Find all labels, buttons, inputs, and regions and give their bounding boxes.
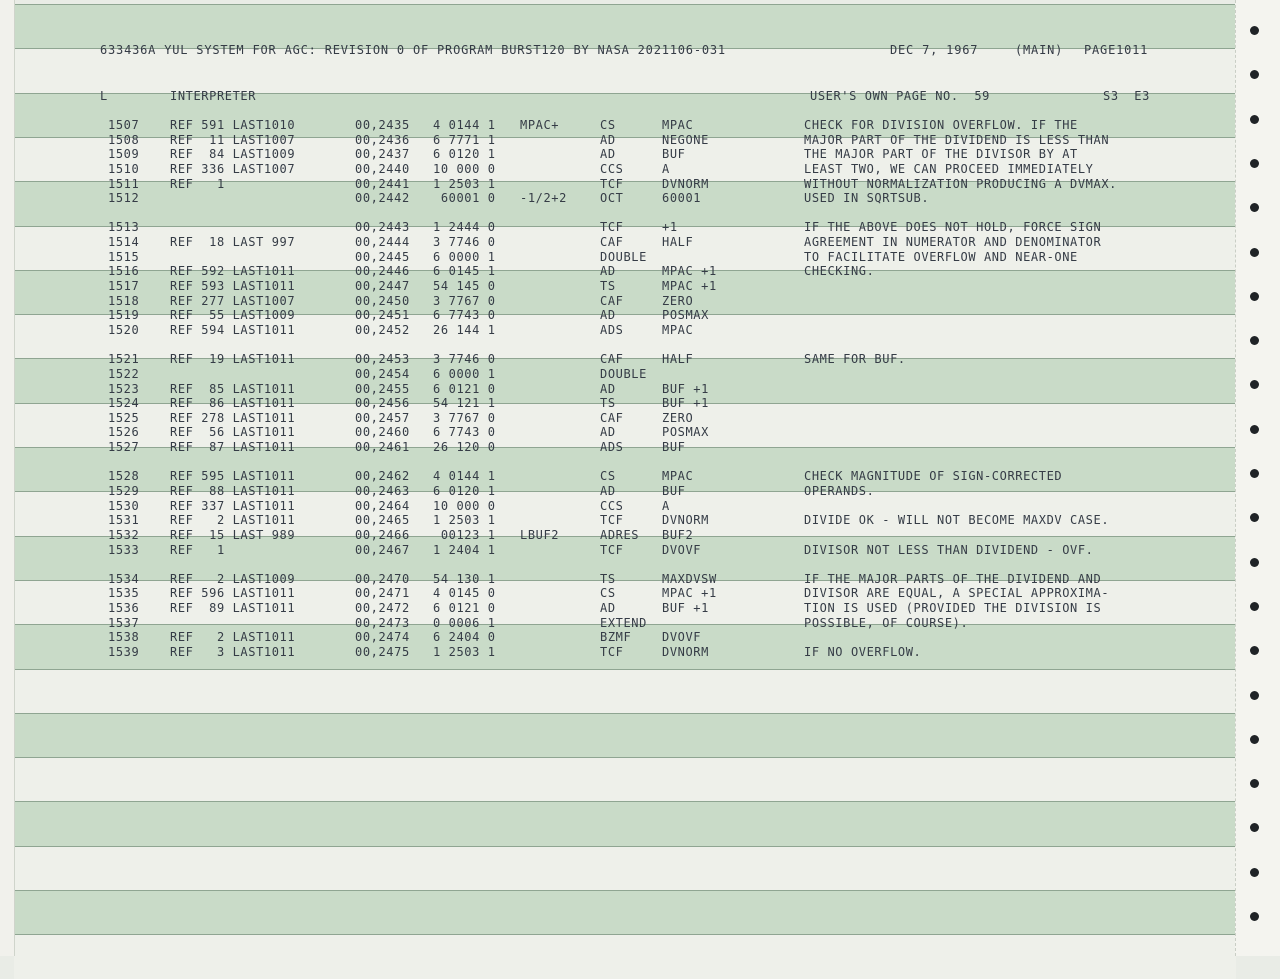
line-number: 1513 [108, 220, 140, 235]
line-number: 1521 [108, 352, 140, 367]
operand: MPAC [662, 322, 694, 337]
address: 00,2466 [355, 527, 410, 542]
opcode: DOUBLE [600, 366, 647, 381]
opcode: TS [600, 571, 616, 586]
ref-column: REF 278 LAST1011 [170, 410, 296, 425]
opcode: TCF [600, 542, 624, 557]
line-number: 1532 [108, 527, 140, 542]
opcode: CS [600, 118, 616, 132]
object-code: 1 2503 1 [433, 513, 496, 528]
opcode: CAF [600, 410, 624, 425]
paper-band [14, 846, 1236, 891]
object-code: 3 7767 0 [433, 293, 496, 308]
operand: BUF [662, 147, 686, 162]
comment: DIVIDE OK - WILL NOT BECOME MAXDV CASE. [804, 513, 1110, 528]
object-code: 3 7746 0 [433, 235, 496, 250]
object-code: 1 2503 1 [433, 176, 496, 191]
band-rule [14, 846, 1236, 847]
address: 00,2437 [355, 147, 410, 162]
operand: 60001 [662, 191, 702, 206]
opcode: BZMF [600, 630, 632, 645]
operand: HALF [662, 352, 694, 367]
listing-row [0, 367, 1240, 381]
line-number: 1516 [108, 264, 140, 279]
opcode: CAF [600, 235, 624, 250]
object-code: 1 2404 1 [433, 542, 496, 557]
ref-column: REF 85 LAST1011 [170, 381, 296, 396]
address: 00,2454 [355, 366, 410, 381]
ref-column: REF 87 LAST1011 [170, 440, 296, 455]
comment: POSSIBLE, OF COURSE). [804, 615, 969, 630]
header-title: 633436A YUL SYSTEM FOR AGC: REVISION 0 OF PROGRAM BURST120 BY NASA 2021106-031 [100, 43, 726, 57]
paper-band [14, 801, 1236, 846]
object-code: 4 0144 1 [433, 118, 496, 132]
operand: POSMAX [662, 425, 709, 440]
opcode: AD [600, 147, 616, 162]
ref-column: REF 89 LAST1011 [170, 601, 296, 616]
address: 00,2471 [355, 586, 410, 601]
comment: TION IS USED (PROVIDED THE DIVISION IS [804, 601, 1102, 616]
sprocket-hole [1250, 735, 1259, 744]
opcode: ADRES [600, 527, 640, 542]
listing-row [0, 147, 1240, 161]
address: 00,2444 [355, 235, 410, 250]
address: 00,2453 [355, 352, 410, 367]
line-number: 1530 [108, 498, 140, 513]
opcode: AD [600, 132, 616, 147]
line-number: 1539 [108, 645, 140, 660]
listing-row [0, 411, 1240, 425]
operand: A [662, 498, 670, 513]
address: 00,2475 [355, 645, 410, 660]
operand: MPAC +1 [662, 279, 717, 294]
line-number: 1537 [108, 615, 140, 630]
object-code: 54 130 1 [433, 571, 496, 586]
ref-column: REF 15 LAST 989 [170, 527, 296, 542]
ref-column: REF 84 LAST1009 [170, 147, 296, 162]
object-code: 54 145 0 [433, 279, 496, 294]
ref-column: REF 596 LAST1011 [170, 586, 296, 601]
comment: AGREEMENT IN NUMERATOR AND DENOMINATOR [804, 235, 1102, 250]
sprocket-hole [1250, 469, 1259, 478]
object-code: 26 144 1 [433, 322, 496, 337]
operand: HALF [662, 235, 694, 250]
line-number: 1518 [108, 293, 140, 308]
line-number: 1529 [108, 484, 140, 498]
module-name: INTERPRETER [170, 89, 257, 103]
line-number: 1528 [108, 469, 140, 484]
address: 00,2435 [355, 118, 410, 132]
comment: CHECK FOR DIVISION OVERFLOW. IF THE [804, 118, 1078, 132]
ref-column: REF 337 LAST1011 [170, 498, 296, 513]
comment: OPERANDS. [804, 484, 875, 498]
ref-column: REF 595 LAST1011 [170, 469, 296, 484]
ref-column: REF 18 LAST 997 [170, 235, 296, 250]
listing-row [0, 425, 1240, 439]
symbol-label: LBUF2 [520, 527, 560, 542]
address: 00,2455 [355, 381, 410, 396]
opcode: AD [600, 425, 616, 440]
opcode: TS [600, 396, 616, 411]
sprocket-hole [1250, 26, 1259, 35]
address: 00,2463 [355, 484, 410, 498]
object-code: 4 0145 0 [433, 586, 496, 601]
line-number: 1511 [108, 176, 140, 191]
opcode: AD [600, 381, 616, 396]
object-code: 3 7767 0 [433, 410, 496, 425]
ref-column: REF 1 [170, 176, 225, 191]
listing-row [0, 279, 1240, 293]
line-number: 1533 [108, 542, 140, 557]
line-number: 1508 [108, 132, 140, 147]
sprocket-hole [1250, 912, 1259, 921]
line-number: 1531 [108, 513, 140, 528]
operand: BUF +1 [662, 396, 709, 411]
listing-row [0, 396, 1240, 410]
ref-column: REF 277 LAST1007 [170, 293, 296, 308]
band-rule [14, 890, 1236, 891]
operand: BUF2 [662, 527, 694, 542]
object-code: 00123 1 [433, 527, 496, 542]
opcode: AD [600, 484, 616, 498]
object-code: 6 0000 1 [433, 366, 496, 381]
line-number: 1519 [108, 308, 140, 323]
address: 00,2473 [355, 615, 410, 630]
operand: POSMAX [662, 308, 709, 323]
ref-column: REF 86 LAST1011 [170, 396, 296, 411]
ref-column: REF 11 LAST1007 [170, 132, 296, 147]
comment: IF THE MAJOR PARTS OF THE DIVIDEND AND [804, 571, 1102, 586]
address: 00,2470 [355, 571, 410, 586]
opcode: AD [600, 264, 616, 279]
address: 00,2443 [355, 220, 410, 235]
sprocket-hole [1250, 248, 1259, 257]
comment: TO FACILITATE OVERFLOW AND NEAR-ONE [804, 249, 1078, 264]
opcode: CS [600, 586, 616, 601]
object-code: 3 7746 0 [433, 352, 496, 367]
line-number: 1538 [108, 630, 140, 645]
object-code: 6 2404 0 [433, 630, 496, 645]
address: 00,2462 [355, 469, 410, 484]
opcode: TS [600, 279, 616, 294]
comment: DIVISOR NOT LESS THAN DIVIDEND - OVF. [804, 542, 1094, 557]
listing-row [0, 440, 1240, 454]
object-code: 0 0006 1 [433, 615, 496, 630]
operand: DVNORM [662, 513, 709, 528]
address: 00,2456 [355, 396, 410, 411]
ref-column: REF 594 LAST1011 [170, 322, 296, 337]
line-number: 1527 [108, 440, 140, 455]
object-code: 54 121 1 [433, 396, 496, 411]
band-rule [14, 934, 1236, 935]
address: 00,2447 [355, 279, 410, 294]
line-number: 1534 [108, 571, 140, 586]
tractor-feed-strip [1235, 0, 1280, 956]
ref-column: REF 592 LAST1011 [170, 264, 296, 279]
operand: A [662, 161, 670, 176]
object-code: 6 0120 1 [433, 147, 496, 162]
comment: USED IN SQRTSUB. [804, 191, 930, 206]
header-date: DEC 7, 1967 [890, 43, 979, 57]
band-rule [14, 669, 1236, 670]
band-rule [14, 757, 1236, 758]
ref-column: REF 88 LAST1011 [170, 484, 296, 498]
opcode: EXTEND [600, 615, 647, 630]
ref-column: REF 2 LAST1011 [170, 630, 296, 645]
ref-column: REF 3 LAST1011 [170, 645, 296, 660]
listing-row [0, 484, 1240, 498]
ref-column: REF 593 LAST1011 [170, 279, 296, 294]
line-number: 1510 [108, 161, 140, 176]
listing-row [0, 264, 1240, 278]
opcode: AD [600, 601, 616, 616]
ref-column: REF 55 LAST1009 [170, 308, 296, 323]
address: 00,2442 [355, 191, 410, 206]
line-number: 1507 [108, 118, 140, 132]
listing-row [0, 177, 1240, 191]
address: 00,2461 [355, 440, 410, 455]
operand: MPAC +1 [662, 586, 717, 601]
operand: DVOVF [662, 542, 702, 557]
opcode: TCF [600, 176, 624, 191]
line-number: 1515 [108, 249, 140, 264]
ref-column: REF 1 [170, 542, 225, 557]
object-code: 1 2503 1 [433, 645, 496, 660]
comment: IF THE ABOVE DOES NOT HOLD, FORCE SIGN [804, 220, 1102, 235]
header-section: (MAIN) [1015, 43, 1064, 57]
operand: MPAC +1 [662, 264, 717, 279]
opcode: CAF [600, 293, 624, 308]
opcode: TCF [600, 513, 624, 528]
operand: ZERO [662, 410, 694, 425]
comment: WITHOUT NORMALIZATION PRODUCING A DVMAX. [804, 176, 1117, 191]
object-code: 6 0120 1 [433, 484, 496, 498]
sprocket-hole [1250, 558, 1259, 567]
address: 00,2440 [355, 161, 410, 176]
address: 00,2460 [355, 425, 410, 440]
listing-row [0, 162, 1240, 176]
operand: +1 [662, 220, 678, 235]
opcode: AD [600, 308, 616, 323]
opcode: DOUBLE [600, 249, 647, 264]
line-number: 1523 [108, 381, 140, 396]
line-number: 1517 [108, 279, 140, 294]
ref-column: REF 2 LAST1009 [170, 571, 296, 586]
sprocket-hole [1250, 602, 1259, 611]
line-number: 1509 [108, 147, 140, 162]
users-page-number: USER'S OWN PAGE NO. 59 [810, 89, 990, 103]
sprocket-hole [1250, 425, 1259, 434]
listing-row [0, 499, 1240, 513]
listing-row [0, 133, 1240, 147]
operand: BUF [662, 440, 686, 455]
line-number: 1524 [108, 396, 140, 411]
opcode: CCS [600, 498, 624, 513]
operand: DVOVF [662, 630, 702, 645]
opcode: TCF [600, 645, 624, 660]
band-rule [14, 713, 1236, 714]
object-code: 6 7743 0 [433, 308, 496, 323]
listing-row [0, 616, 1240, 630]
listing-row [0, 352, 1240, 366]
line-number: 1520 [108, 322, 140, 337]
operand: ZERO [662, 293, 694, 308]
comment: DIVISOR ARE EQUAL, A SPECIAL APPROXIMA- [804, 586, 1110, 601]
sprocket-hole [1250, 115, 1259, 124]
sprocket-hole [1250, 691, 1259, 700]
opcode: ADS [600, 440, 624, 455]
address: 00,2446 [355, 264, 410, 279]
opcode: CAF [600, 352, 624, 367]
listing-row [0, 294, 1240, 308]
ref-column: REF 591 LAST1010 [170, 118, 296, 132]
object-code: 10 000 0 [433, 498, 496, 513]
operand: BUF [662, 484, 686, 498]
operand: NEGONE [662, 132, 709, 147]
ref-column: REF 56 LAST1011 [170, 425, 296, 440]
object-code: 4 0144 1 [433, 469, 496, 484]
listing-row [0, 572, 1240, 586]
listing-row [0, 235, 1240, 249]
header-page: PAGE1011 [1084, 43, 1149, 57]
listing-row [0, 630, 1240, 644]
paper-band [14, 934, 1236, 979]
line-number: 1536 [108, 601, 140, 616]
object-code: 26 120 0 [433, 440, 496, 455]
band-rule [14, 4, 1236, 5]
sprocket-hole [1250, 868, 1259, 877]
paper-band [14, 890, 1236, 935]
listing-row [0, 191, 1240, 205]
comment: THE MAJOR PART OF THE DIVISOR BY AT [804, 147, 1078, 162]
address: 00,2474 [355, 630, 410, 645]
operand: MPAC [662, 118, 694, 132]
address: 00,2452 [355, 322, 410, 337]
object-code: 6 7771 1 [433, 132, 496, 147]
address: 00,2450 [355, 293, 410, 308]
comment: SAME FOR BUF. [804, 352, 906, 367]
symbol-label: -1/2+2 [520, 191, 567, 206]
opcode: ADS [600, 322, 624, 337]
address: 00,2457 [355, 410, 410, 425]
paper-band [14, 713, 1236, 758]
ref-column: REF 2 LAST1011 [170, 513, 296, 528]
operand: MAXDVSW [662, 571, 717, 586]
line-number: 1525 [108, 410, 140, 425]
ref-column: REF 19 LAST1011 [170, 352, 296, 367]
object-code: 6 0121 0 [433, 381, 496, 396]
line-number: 1526 [108, 425, 140, 440]
listing-row [0, 469, 1240, 483]
object-code: 6 0121 0 [433, 601, 496, 616]
line-number: 1512 [108, 191, 140, 206]
address: 00,2472 [355, 601, 410, 616]
listing-row [0, 118, 1240, 132]
comment: IF NO OVERFLOW. [804, 645, 922, 660]
listing-row [0, 323, 1240, 337]
operand: DVNORM [662, 176, 709, 191]
address: 00,2436 [355, 132, 410, 147]
listing-row [0, 250, 1240, 264]
comment: LEAST TWO, WE CAN PROCEED IMMEDIATELY [804, 161, 1094, 176]
address: 00,2467 [355, 542, 410, 557]
listing-row [0, 528, 1240, 542]
comment: CHECKING. [804, 264, 875, 279]
listing-row [0, 543, 1240, 557]
symbol-label: MPAC+ [520, 118, 560, 132]
sprocket-hole [1250, 159, 1259, 168]
sprocket-hole [1250, 292, 1259, 301]
object-code: 1 2444 0 [433, 220, 496, 235]
operand: BUF +1 [662, 601, 709, 616]
line-number: 1522 [108, 366, 140, 381]
listing-row [0, 645, 1240, 659]
listing-row [0, 308, 1240, 322]
address: 00,2441 [355, 176, 410, 191]
operand: MPAC [662, 469, 694, 484]
ref-column: REF 336 LAST1007 [170, 161, 296, 176]
operand: BUF +1 [662, 381, 709, 396]
object-code: 6 0145 1 [433, 264, 496, 279]
object-code: 6 0000 1 [433, 249, 496, 264]
address: 00,2464 [355, 498, 410, 513]
object-code: 10 000 0 [433, 161, 496, 176]
line-number: 1535 [108, 586, 140, 601]
paper-band [14, 669, 1236, 714]
comment: MAJOR PART OF THE DIVIDEND IS LESS THAN [804, 132, 1110, 147]
address: 00,2465 [355, 513, 410, 528]
listing-row [0, 586, 1240, 600]
opcode: CCS [600, 161, 624, 176]
comment: CHECK MAGNITUDE OF SIGN-CORRECTED [804, 469, 1063, 484]
page-codes: S3 E3 [1103, 89, 1150, 103]
column-l-label: L [100, 89, 108, 103]
opcode: CS [600, 469, 616, 484]
listing-row [0, 513, 1240, 527]
listing-row [0, 601, 1240, 615]
opcode: TCF [600, 220, 624, 235]
line-number: 1514 [108, 235, 140, 250]
address: 00,2451 [355, 308, 410, 323]
band-rule [14, 801, 1236, 802]
address: 00,2445 [355, 249, 410, 264]
opcode: OCT [600, 191, 624, 206]
operand: DVNORM [662, 645, 709, 660]
listing-row [0, 220, 1240, 234]
object-code: 60001 0 [433, 191, 496, 206]
paper-band [14, 757, 1236, 802]
object-code: 6 7743 0 [433, 425, 496, 440]
listing-row [0, 382, 1240, 396]
